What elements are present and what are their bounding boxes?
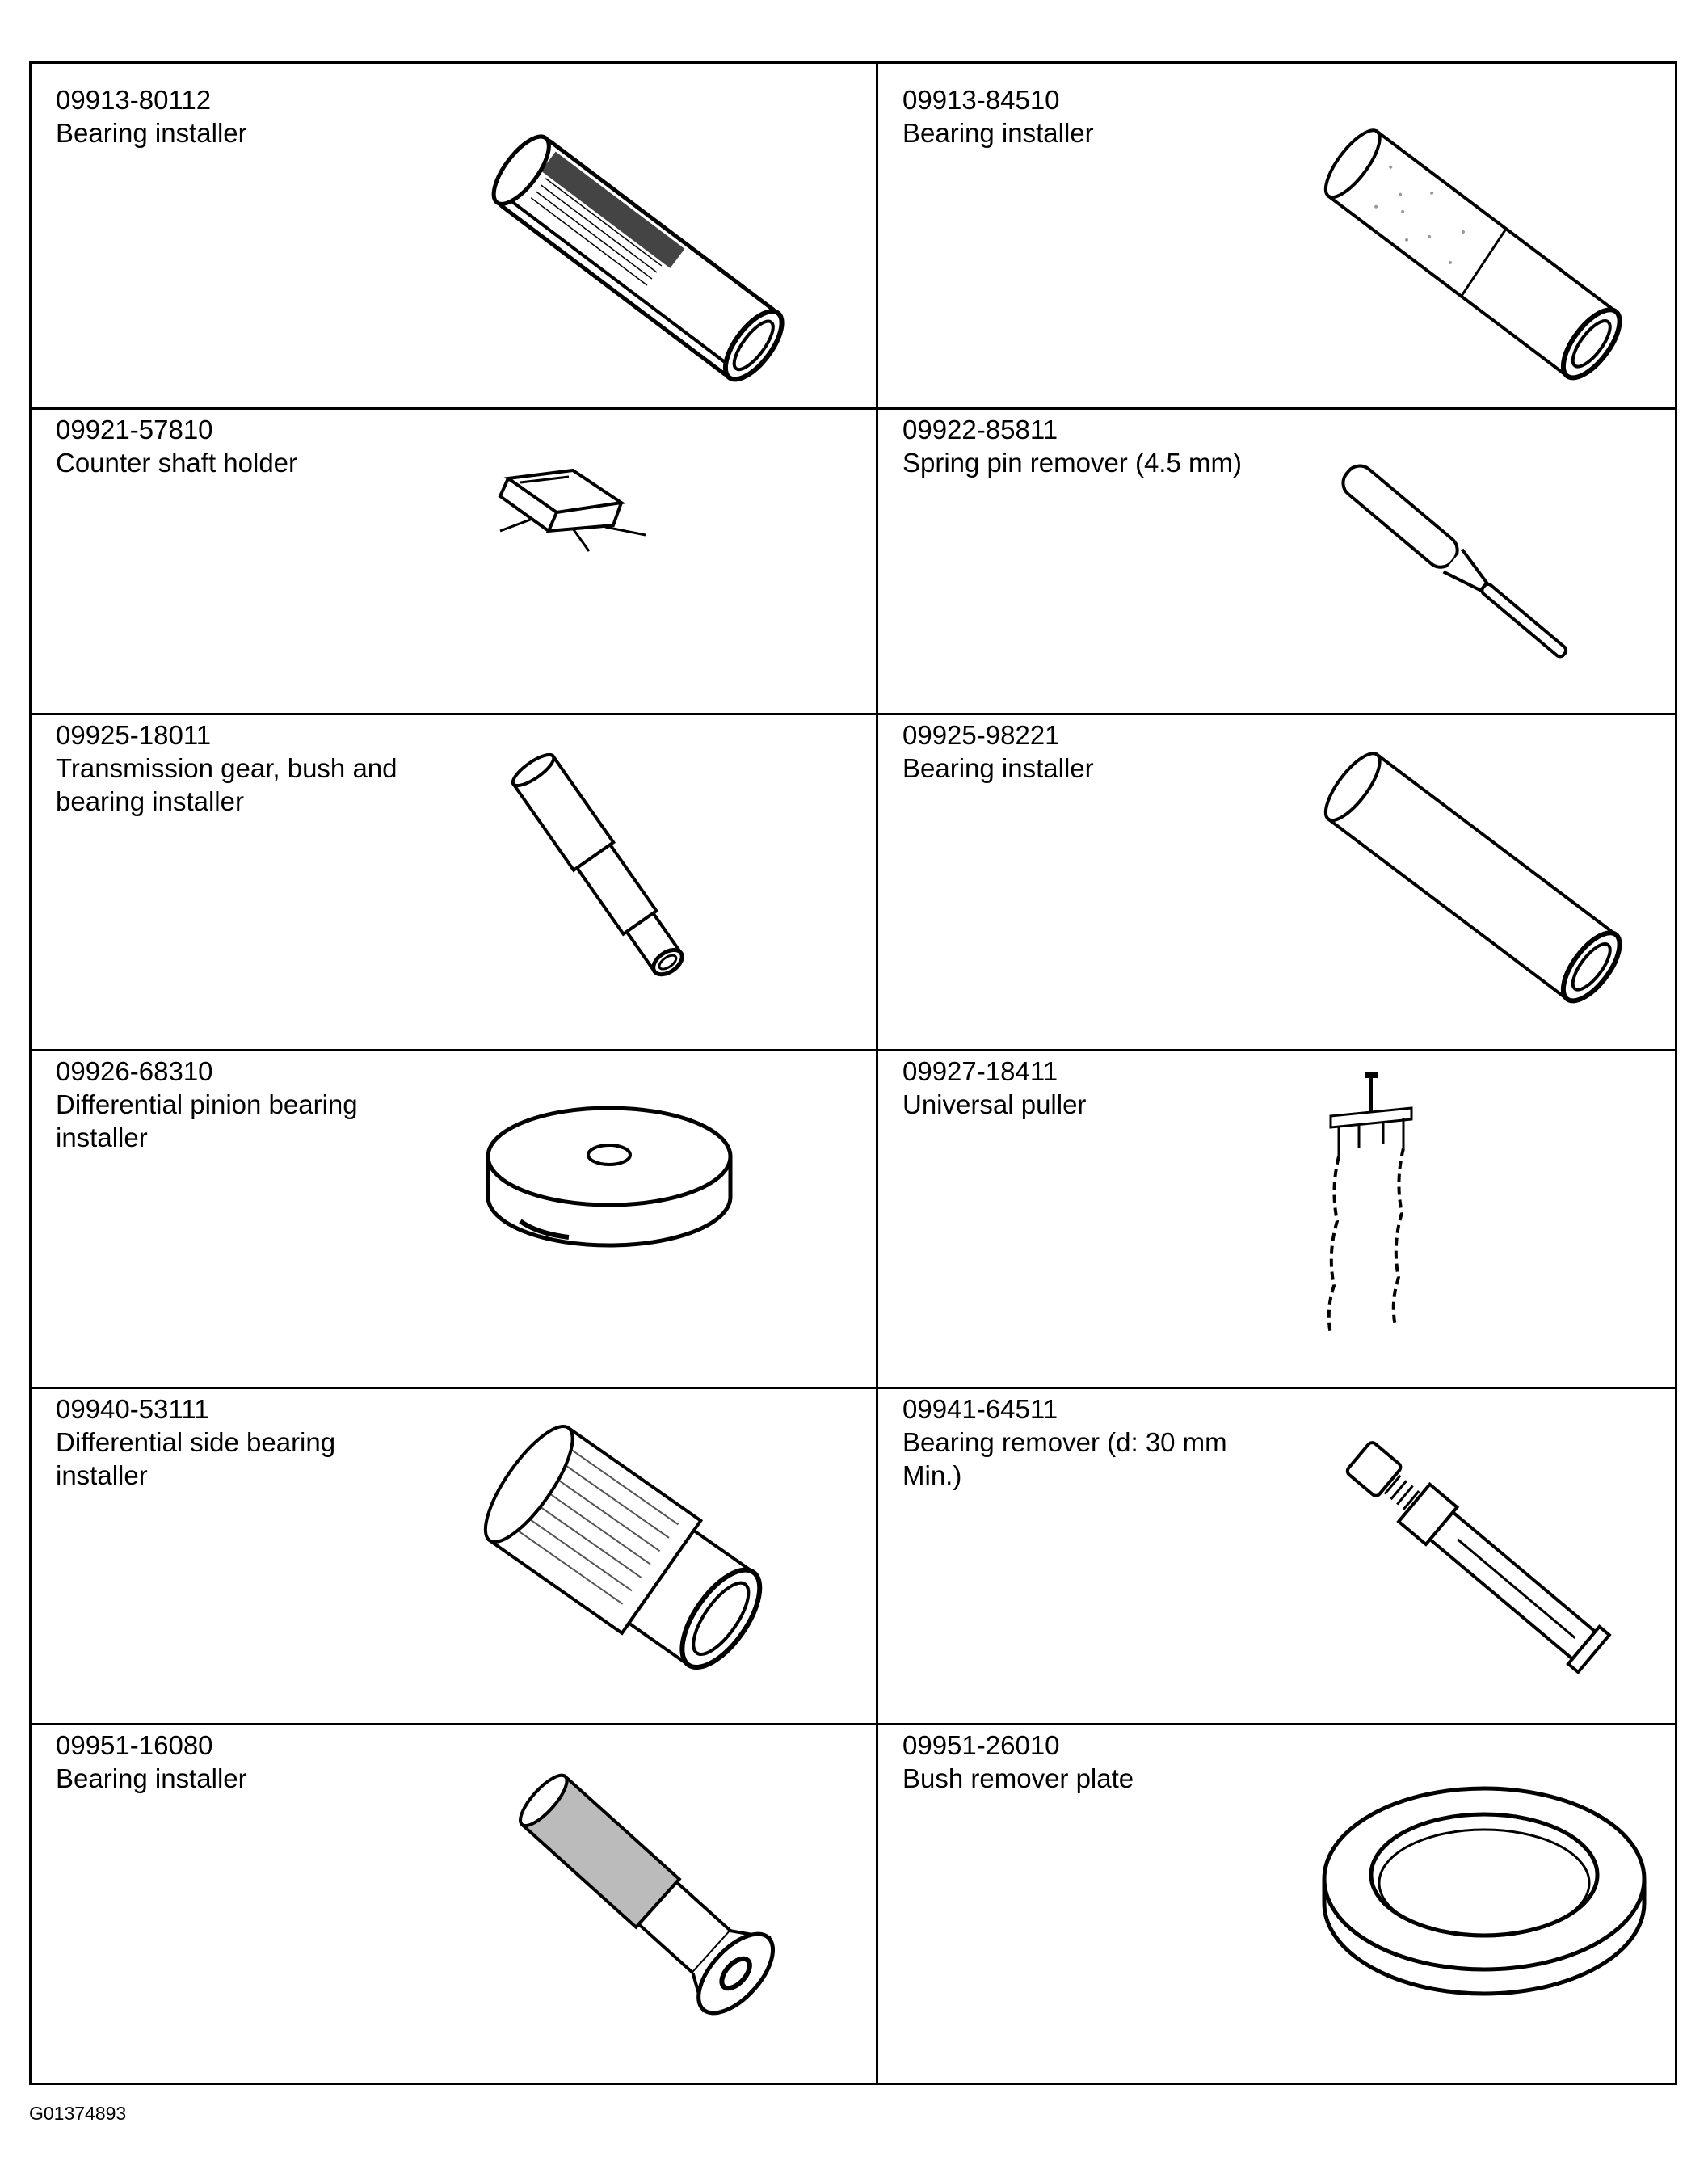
tool-code: 09926-68310 [56,1056,213,1086]
tool-label [56,83,247,150]
tool-code: 09941-64511 [902,1394,1058,1424]
tool-cell [32,1051,876,1387]
tool-cell [32,715,876,1049]
stepped-tube-icon [472,739,738,1006]
tool-name: Bearing installer [902,118,1094,148]
flanged-drift-icon [480,1750,835,2057]
plain-tube-icon [1298,727,1646,1026]
knurled-cup-icon [472,1413,811,1712]
tool-name: Transmission gear, bush and bearing installer [56,753,398,816]
tool-cell [878,64,1678,407]
tool-code: 09921-57810 [56,415,213,444]
tool-label [902,83,1094,150]
tool-code: 09925-98221 [902,720,1060,750]
chain-puller-icon [1315,1068,1428,1342]
tool-name: Differential pinion bearing installer [56,1089,358,1152]
tool-label [902,1055,1086,1121]
tool-name: Bearing installer [902,753,1094,783]
tool-label [902,718,1094,785]
tool-name: Bearing installer [56,118,247,148]
tool-label [902,413,1242,479]
shaft-holder-clip-icon [484,446,678,567]
tool-cell [878,410,1678,713]
tool-code: 09927-18411 [902,1056,1058,1086]
tool-label [56,1055,358,1154]
tool-cell [878,1725,1678,2085]
disc-installer-icon [472,1092,747,1270]
figure-id: G01374893 [29,2103,127,2124]
tool-cell [32,64,876,407]
knurled-sleeve-icon [468,120,807,395]
tool-code: 09951-16080 [56,1730,213,1760]
tool-name: Counter shaft holder [56,448,298,478]
tool-cell [32,1725,876,2085]
pin-punch-icon [1298,426,1613,701]
tool-code: 09913-84510 [902,85,1060,115]
tool-cell [878,1389,1678,1723]
tool-name: Bearing installer [56,1763,247,1793]
tool-cell [32,410,876,713]
tool-table [29,61,1677,2085]
tool-label [56,1392,335,1492]
tool-cell [878,715,1678,1049]
ring-plate-icon [1315,1774,1654,2008]
tool-label [56,1729,247,1795]
bearing-remover-icon [1306,1393,1646,1717]
tool-name: Spring pin remover (4.5 mm) [902,448,1242,478]
tool-name: Bush remover plate [902,1763,1134,1793]
tool-label [56,718,398,818]
tool-code: 09940-53111 [56,1394,209,1424]
tool-code: 09922-85811 [902,415,1058,444]
tool-name: Bearing remover (d: 30 mm Min.) [902,1427,1227,1490]
tool-label [902,1729,1134,1795]
tool-name: Differential side bearing installer [56,1427,336,1490]
tool-cell [32,1389,876,1723]
tool-label [902,1392,1227,1492]
tool-name: Universal puller [902,1089,1087,1119]
tool-label [56,413,297,479]
tool-code: 09951-26010 [902,1730,1060,1760]
tool-code: 09925-18011 [56,720,212,750]
tool-cell [878,1051,1678,1387]
tool-code: 09913-80112 [56,85,212,115]
tube-installer-icon [1298,112,1646,395]
